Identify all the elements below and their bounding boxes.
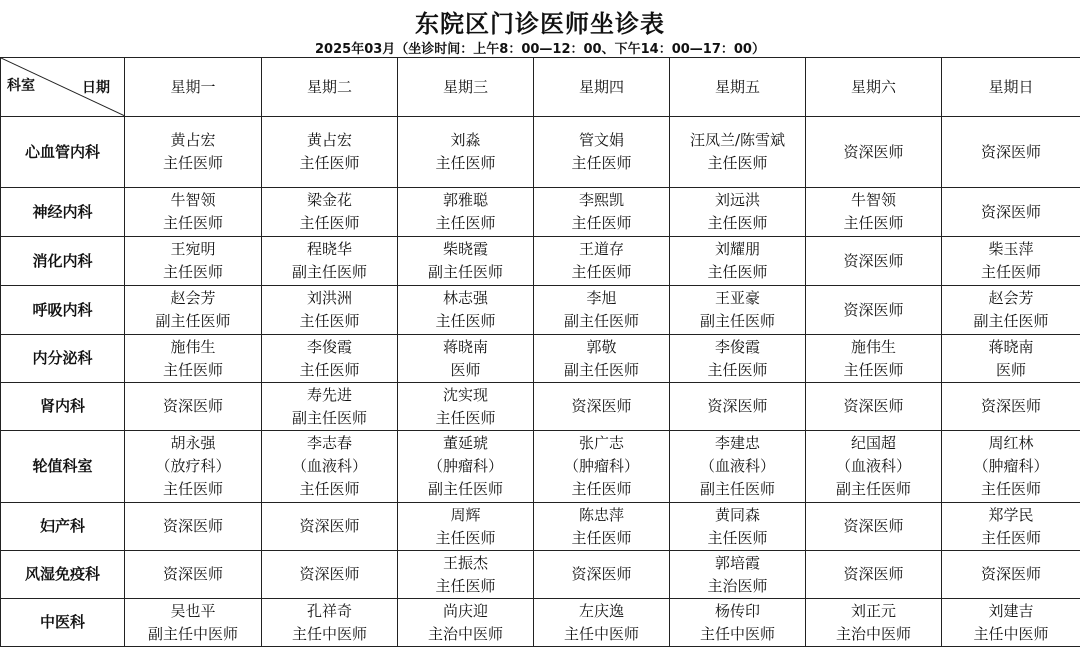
schedule-subtitle: 2025年03月（坐诊时间：上午8：00—12：00、下午14：00—17：00） [315, 42, 765, 57]
doctor-name: 梁金花 [306, 191, 352, 209]
doctor-detail: 主任医师 [299, 312, 360, 330]
doctor-name: 吴也平 [170, 601, 216, 620]
doctor-name: 左庆逸 [578, 601, 624, 620]
schedule-cell [806, 551, 942, 599]
table-row [1, 286, 1080, 335]
doctor-detail: 主任医师 [571, 480, 632, 498]
doctor-name: 杨传印 [714, 601, 760, 620]
schedule-cell [670, 503, 806, 551]
doctor-name: 资深医师 [162, 565, 223, 583]
schedule-cell [398, 286, 534, 335]
doctor-detail: （放疗科） [155, 457, 231, 475]
table-row [1, 335, 1080, 383]
doctor-name: 汪凤兰/陈雪斌 [689, 131, 786, 149]
schedule-cell [534, 286, 670, 335]
doctor-detail: 副主任医师 [699, 312, 775, 330]
doctor-name: 胡永强 [170, 434, 216, 452]
doctor-detail: 副主任医师 [973, 312, 1049, 330]
doctor-name: 资深医师 [299, 565, 360, 583]
doctor-detail: 主任中医师 [699, 624, 775, 643]
doctor-detail: 主任医师 [843, 214, 904, 232]
table-row [1, 599, 1080, 647]
schedule-cell [806, 431, 942, 503]
doctor-name: 程晓华 [306, 240, 352, 258]
doctor-detail: 主治医师 [707, 576, 768, 595]
schedule-cell [262, 551, 398, 599]
doctor-detail: 主任中医师 [973, 624, 1049, 643]
doctor-detail: 副主任医师 [155, 312, 231, 330]
schedule-cell [806, 286, 942, 335]
doctor-name: 资深医师 [571, 397, 632, 415]
schedule-cell [806, 188, 942, 237]
schedule-cell [534, 383, 670, 431]
doctor-name: 刘淼 [450, 131, 481, 149]
doctor-name: 柴晓霞 [442, 240, 488, 258]
doctor-name: 李俊霞 [714, 337, 760, 356]
schedule-cell [670, 431, 806, 503]
doctor-detail: （肿瘤科） [563, 457, 639, 475]
corner-dept-label: 科室 [7, 78, 35, 94]
doctor-detail: 主任医师 [162, 154, 223, 172]
doctor-name: 黄同森 [714, 505, 760, 524]
doctor-name: 李志春 [306, 434, 352, 452]
schedule-cell [942, 286, 1080, 335]
schedule-cell [670, 188, 806, 237]
day-header: 星期五 [670, 58, 806, 117]
schedule-cell [125, 431, 262, 503]
schedule-cell [942, 237, 1080, 286]
department-cell: 消化内科 [1, 237, 125, 286]
schedule-cell [670, 599, 806, 647]
doctor-detail: 主任医师 [707, 214, 768, 232]
table-row [1, 383, 1080, 431]
schedule-cell [398, 383, 534, 431]
doctor-name: 李熙凯 [578, 191, 624, 209]
schedule-cell [125, 599, 262, 647]
table-row [1, 188, 1080, 237]
doctor-detail: 主任医师 [435, 576, 496, 595]
schedule-cell [806, 383, 942, 431]
doctor-detail: 医师 [450, 360, 481, 379]
doctor-detail: 主任医师 [435, 312, 496, 330]
schedule-cell [125, 503, 262, 551]
schedule-cell [398, 188, 534, 237]
doctor-detail: 主任医师 [299, 480, 360, 498]
doctor-name: 刘建吉 [988, 601, 1034, 620]
doctor-name: 资深医师 [843, 142, 904, 161]
doctor-detail: 主任医师 [707, 263, 768, 281]
doctor-name: 王亚豪 [714, 289, 760, 307]
doctor-detail: 副主任医师 [291, 408, 367, 427]
schedule-cell [398, 503, 534, 551]
doctor-detail: 副主任中医师 [147, 624, 238, 643]
doctor-name: 陈忠萍 [578, 505, 624, 524]
schedule-cell [262, 599, 398, 647]
schedule-cell [398, 431, 534, 503]
doctor-detail: 主任医师 [162, 360, 223, 379]
doctor-name: 黄占宏 [306, 131, 352, 149]
table-row [1, 431, 1080, 503]
schedule-cell [398, 335, 534, 383]
schedule-cell [125, 237, 262, 286]
table-row [1, 237, 1080, 286]
department-cell: 肾内科 [1, 383, 125, 431]
schedule-cell [534, 237, 670, 286]
schedule-cell [125, 117, 262, 188]
schedule-table [0, 57, 1080, 647]
doctor-name: 孔祥奇 [306, 601, 352, 620]
schedule-cell [806, 599, 942, 647]
doctor-name: 李俊霞 [306, 337, 352, 356]
schedule-cell [262, 237, 398, 286]
doctor-detail: 主任中医师 [563, 624, 639, 643]
corner-cell [1, 58, 125, 117]
doctor-name: 刘正元 [850, 601, 896, 620]
doctor-name: 李旭 [586, 289, 617, 307]
corner-date-label: 日期 [82, 80, 110, 96]
department-cell: 神经内科 [1, 188, 125, 237]
doctor-detail: 副主任医师 [563, 312, 639, 330]
doctor-detail: （肿瘤科） [427, 457, 503, 475]
schedule-cell [125, 551, 262, 599]
doctor-detail: （血液科） [291, 457, 367, 475]
department-cell: 中医科 [1, 599, 125, 647]
doctor-name: 刘耀朋 [714, 240, 760, 258]
doctor-name: 李建忠 [714, 434, 760, 452]
schedule-cell [670, 335, 806, 383]
schedule-cell [942, 383, 1080, 431]
table-row [1, 117, 1080, 188]
doctor-detail: 主任医师 [707, 360, 768, 379]
doctor-detail: （血液科） [835, 457, 911, 475]
doctor-name: 牛智领 [170, 191, 216, 209]
schedule-cell [398, 551, 534, 599]
schedule-cell [806, 503, 942, 551]
schedule-cell [942, 335, 1080, 383]
schedule-cell [942, 551, 1080, 599]
doctor-detail: 主任医师 [571, 263, 632, 281]
page-title: 东院区门诊医师坐诊表 [415, 9, 665, 38]
schedule-cell [670, 237, 806, 286]
doctor-name: 赵会芳 [170, 289, 216, 307]
doctor-name: 蒋晓南 [988, 337, 1034, 356]
schedule-cell [942, 431, 1080, 503]
doctor-name: 资深医师 [843, 300, 904, 319]
doctor-name: 资深医师 [843, 565, 904, 583]
doctor-name: 资深医师 [843, 251, 904, 270]
schedule-cell [942, 117, 1080, 188]
doctor-detail: 主任医师 [571, 154, 632, 172]
department-cell: 风湿免疫科 [1, 551, 125, 599]
schedule-cell [262, 431, 398, 503]
schedule-cell [125, 188, 262, 237]
doctor-detail: 主任医师 [571, 528, 632, 547]
schedule-cell [125, 383, 262, 431]
schedule-cell [806, 117, 942, 188]
schedule-cell [942, 599, 1080, 647]
schedule-cell [534, 599, 670, 647]
department-cell: 内分泌科 [1, 335, 125, 383]
schedule-cell [534, 503, 670, 551]
doctor-name: 郭培霞 [714, 553, 760, 572]
doctor-detail: 主任医师 [707, 154, 768, 172]
doctor-name: 尚庆迎 [442, 601, 488, 620]
doctor-name: 赵会芳 [988, 289, 1034, 307]
doctor-detail: 主任医师 [299, 154, 360, 172]
doctor-name: 王道存 [578, 240, 624, 258]
schedule-cell [262, 286, 398, 335]
doctor-name: 资深医师 [299, 517, 360, 535]
doctor-name: 资深医师 [980, 142, 1041, 161]
schedule-cell [942, 188, 1080, 237]
doctor-name: 王振杰 [442, 553, 488, 572]
schedule-cell [670, 383, 806, 431]
day-header: 星期三 [398, 58, 534, 117]
department-cell: 轮值科室 [1, 431, 125, 503]
doctor-detail: 主任医师 [162, 214, 223, 232]
day-header: 星期日 [942, 58, 1080, 117]
doctor-detail: 主任医师 [707, 528, 768, 547]
schedule-cell [670, 551, 806, 599]
day-header: 星期四 [534, 58, 670, 117]
doctor-name: 资深医师 [162, 517, 223, 535]
doctor-name: 资深医师 [980, 565, 1041, 583]
doctor-detail: 主任医师 [162, 480, 223, 498]
doctor-name: 牛智领 [850, 191, 896, 209]
doctor-detail: 副主任医师 [835, 480, 911, 498]
doctor-name: 资深医师 [980, 202, 1041, 221]
doctor-detail: 主任医师 [843, 360, 904, 379]
doctor-name: 蒋晓南 [442, 337, 488, 356]
department-cell: 心血管内科 [1, 117, 125, 188]
doctor-name: 刘远洪 [714, 191, 760, 209]
doctor-detail: 主任医师 [435, 154, 496, 172]
schedule-cell [262, 188, 398, 237]
doctor-detail: 主任医师 [435, 214, 496, 232]
doctor-name: 资深医师 [162, 397, 223, 415]
schedule-cell [534, 335, 670, 383]
doctor-detail: 副主任医师 [563, 360, 639, 379]
doctor-name: 施伟生 [850, 337, 896, 356]
day-header: 星期二 [262, 58, 398, 117]
doctor-detail: 副主任医师 [699, 480, 775, 498]
schedule-cell [398, 237, 534, 286]
day-header: 星期一 [125, 58, 262, 117]
doctor-detail: 副主任医师 [427, 480, 503, 498]
schedule-cell [534, 117, 670, 188]
doctor-name: 张广志 [578, 434, 624, 452]
schedule-cell [534, 188, 670, 237]
doctor-name: 寿先进 [306, 385, 352, 404]
department-cell: 呼吸内科 [1, 286, 125, 335]
doctor-detail: 主任医师 [571, 214, 632, 232]
doctor-detail: 主任医师 [435, 528, 496, 547]
doctor-name: 柴玉萍 [988, 240, 1034, 258]
schedule-cell [262, 503, 398, 551]
schedule-cell [262, 335, 398, 383]
doctor-name: 郭雅聪 [442, 191, 488, 209]
schedule-cell [534, 431, 670, 503]
doctor-name: 资深医师 [843, 397, 904, 415]
department-cell: 妇产科 [1, 503, 125, 551]
schedule-cell [806, 335, 942, 383]
doctor-detail: 主任医师 [980, 528, 1041, 547]
doctor-name: 施伟生 [170, 337, 216, 356]
doctor-detail: 副主任医师 [291, 263, 367, 281]
doctor-name: 资深医师 [571, 565, 632, 583]
doctor-detail: 主任医师 [980, 263, 1041, 281]
schedule-cell [398, 117, 534, 188]
doctor-name: 资深医师 [980, 397, 1041, 415]
schedule-cell [262, 117, 398, 188]
doctor-name: 管文娟 [578, 131, 624, 149]
doctor-name: 林志强 [442, 289, 488, 307]
doctor-detail: （肿瘤科） [973, 457, 1049, 475]
schedule-cell [125, 335, 262, 383]
doctor-name: 资深医师 [843, 517, 904, 535]
doctor-detail: 主任医师 [162, 263, 223, 281]
schedule-cell [670, 117, 806, 188]
doctor-name: 纪国超 [850, 434, 896, 452]
doctor-name: 资深医师 [707, 397, 768, 415]
schedule-cell [534, 551, 670, 599]
schedule-cell [262, 383, 398, 431]
doctor-name: 王宛明 [170, 240, 216, 258]
doctor-detail: 主任医师 [980, 480, 1041, 498]
doctor-name: 沈实现 [442, 385, 488, 404]
doctor-detail: 主治中医师 [427, 624, 503, 643]
schedule-cell [125, 286, 262, 335]
doctor-detail: 主任医师 [299, 214, 360, 232]
table-row [1, 551, 1080, 599]
doctor-detail: 主任医师 [299, 360, 360, 379]
schedule-cell [806, 237, 942, 286]
doctor-detail: 主任中医师 [291, 624, 367, 643]
doctor-detail: 主任医师 [435, 408, 496, 427]
doctor-detail: （血液科） [699, 457, 775, 475]
doctor-name: 周红林 [988, 434, 1034, 452]
doctor-name: 黄占宏 [170, 131, 216, 149]
doctor-detail: 主治中医师 [835, 624, 911, 643]
schedule-cell [942, 503, 1080, 551]
doctor-name: 董延琥 [442, 434, 488, 452]
doctor-name: 刘洪洲 [306, 289, 352, 307]
doctor-name: 周辉 [450, 505, 481, 524]
schedule-cell [398, 599, 534, 647]
doctor-detail: 医师 [995, 360, 1026, 379]
day-header: 星期六 [806, 58, 942, 117]
header-row [1, 58, 1080, 117]
doctor-detail: 副主任医师 [427, 263, 503, 281]
schedule-cell [670, 286, 806, 335]
doctor-name: 郭敬 [586, 337, 617, 356]
table-row [1, 503, 1080, 551]
doctor-name: 郑学民 [988, 505, 1034, 524]
